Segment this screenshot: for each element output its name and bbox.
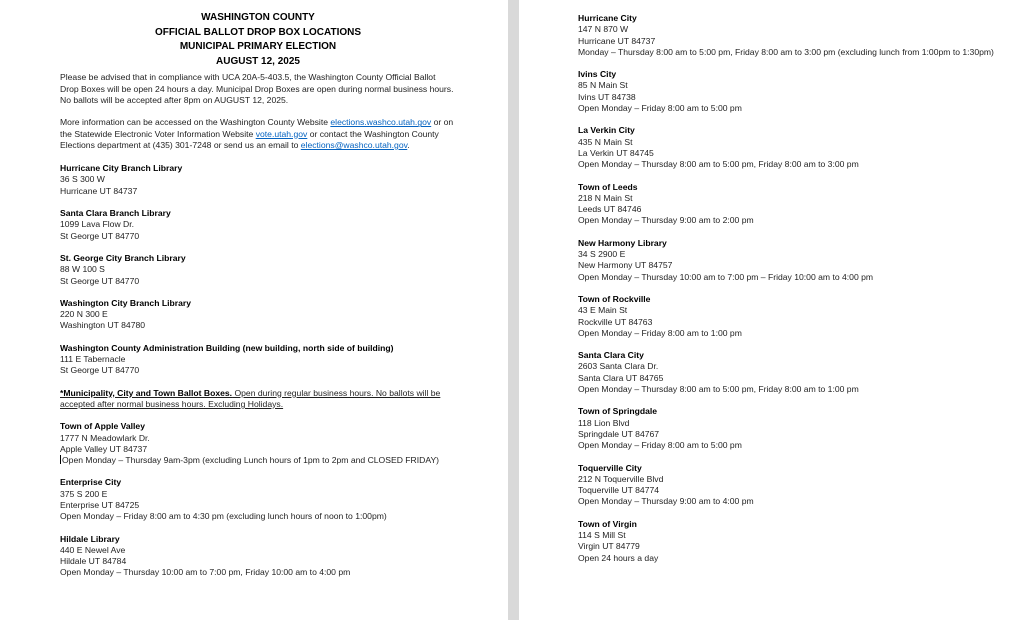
location-entry — [60, 421, 456, 466]
county-locations-list — [60, 163, 456, 376]
location-detail-line: Open 24 hours a day — [578, 552, 659, 563]
location-detail-line: Open Monday – Thursday 8:00 am to 5:00 pm, Friday 8:00 am to 1:00 pm — [578, 384, 859, 395]
location-detail-line: 1777 N Meadowlark Dr. — [60, 432, 150, 443]
location-detail-line: 220 N 300 E — [60, 309, 108, 320]
location-detail-line: 435 N Main St — [578, 136, 633, 147]
municipal-locations-list-left — [60, 421, 456, 579]
location-entry — [578, 238, 1012, 283]
location-detail-line: 34 S 2900 E — [578, 249, 626, 260]
location-entry — [578, 463, 1012, 508]
intro-paragraph-2 — [60, 117, 456, 151]
location-name: Town of Springdale — [578, 406, 658, 417]
location-detail-line: Open Monday – Friday 8:00 am to 4:30 pm (excluding lunch hours of noon to 1:00pm) — [60, 511, 387, 522]
page-2-content — [519, 0, 1012, 564]
location-detail-line: 212 N Toquerville Blvd — [578, 473, 664, 484]
location-name: Ivins City — [578, 69, 617, 80]
location-detail-line: Open Monday – Friday 8:00 am to 5:00 pm — [578, 440, 742, 451]
location-name: New Harmony Library — [578, 237, 667, 248]
intro-text-segment: or contact the Washington County Elections department at (435) 301-7248 or send us an email to — [60, 128, 439, 150]
location-detail-line: 111 E Tabernacle — [60, 354, 126, 365]
state-voter-info-link[interactable]: vote.utah.gov — [255, 128, 308, 139]
location-detail-line: Open Monday – Thursday 10:00 am to 7:00 pm, Friday 10:00 am to 4:00 pm — [60, 567, 351, 578]
location-detail-line: Open Monday – Thursday 9:00 am to 4:00 pm — [578, 496, 754, 507]
location-detail-line: Washington UT 84780 — [60, 320, 146, 331]
location-entry — [578, 182, 1012, 227]
location-entry — [60, 253, 456, 287]
location-detail-line: Hurricane UT 84737 — [60, 185, 138, 196]
title-line-subject: OFFICIAL BALLOT DROP BOX LOCATIONS — [154, 26, 362, 38]
county-elections-website-link[interactable]: elections.washco.utah.gov — [330, 117, 432, 128]
location-entry — [60, 534, 456, 579]
location-detail-line: 147 N 870 W — [578, 24, 629, 35]
location-detail-line: Springdale UT 84767 — [578, 428, 660, 439]
location-entry — [60, 298, 456, 332]
location-detail-line: New Harmony UT 84757 — [578, 260, 673, 271]
location-detail-line: Open Monday – Friday 8:00 am to 1:00 pm — [578, 327, 742, 338]
location-name: Toquerville City — [578, 462, 642, 473]
location-detail-line: 88 W 100 S — [60, 264, 105, 275]
location-entry — [578, 406, 1012, 451]
location-entry — [578, 13, 1012, 58]
elections-email-link[interactable]: elections@washco.utah.gov — [300, 139, 408, 150]
location-detail-line: Enterprise UT 84725 — [60, 499, 140, 510]
location-entry — [60, 163, 456, 197]
intro-paragraph-1: Please be advised that in compliance with UCA 20A-5-403.5, the Washington County Official Ballot Drop Boxes will be open 24 hours a day. Municipal Drop Boxes are open during normal business hours. No ballots will be accepted after 8pm on AUGUST 12, 2025. — [60, 72, 454, 105]
location-detail-line: 375 S 200 E — [60, 488, 108, 499]
location-name: Washington County Administration Building (new building, north side of building) — [60, 342, 394, 353]
location-detail-line: Hurricane UT 84737 — [578, 35, 656, 46]
location-detail-line: Apple Valley UT 84737 — [60, 443, 148, 454]
note-regular-text: Open during regular business hours. No ballots will be accepted after normal business hours. Excluding Holidays. — [60, 387, 441, 409]
location-name: Hurricane City — [578, 13, 637, 23]
location-detail-line: 114 S Mill St — [578, 529, 626, 540]
location-detail-line: Hildale UT 84784 — [60, 556, 127, 567]
location-name: Town of Rockville — [578, 293, 651, 304]
location-detail-line: 118 Lion Blvd — [578, 417, 630, 428]
location-detail-line: 2603 Santa Clara Dr. — [578, 361, 659, 372]
location-detail-line: Ivins UT 84738 — [578, 91, 636, 102]
location-name: Washington City Branch Library — [60, 297, 191, 308]
location-detail-line: 440 E Newel Ave — [60, 544, 126, 555]
text-cursor-caret — [60, 455, 61, 464]
location-name: Town of Leeds — [578, 181, 638, 192]
page-1-content — [0, 0, 456, 579]
location-name: St. George City Branch Library — [60, 252, 186, 263]
location-name: Town of Apple Valley — [60, 421, 145, 432]
location-entry — [578, 69, 1012, 114]
title-line-county: WASHINGTON COUNTY — [201, 12, 315, 23]
title-line-election: MUNICIPAL PRIMARY ELECTION — [179, 41, 337, 53]
location-entry — [578, 519, 1012, 564]
location-detail-line: 218 N Main St — [578, 192, 633, 203]
location-detail-line: Rockville UT 84763 — [578, 316, 653, 327]
municipal-boxes-note — [60, 388, 456, 411]
intro-text-segment: . — [407, 139, 410, 150]
location-detail-line: Toquerville UT 84774 — [578, 485, 660, 496]
location-detail-line: Open Monday – Thursday 9:00 am to 2:00 pm — [578, 215, 754, 226]
note-bold-text: *Municipality, City and Town Ballot Boxes. — [60, 387, 233, 398]
location-entry — [578, 350, 1012, 395]
intro-text-segment: More information can be accessed on the Washington County Website — [60, 117, 331, 128]
location-entry — [578, 125, 1012, 170]
location-detail-line: 36 S 300 W — [60, 174, 105, 185]
title-line-date: AUGUST 12, 2025 — [216, 55, 300, 67]
location-entry — [578, 294, 1012, 339]
location-detail-line: Virgin UT 84779 — [578, 541, 640, 552]
document-title — [60, 11, 456, 69]
location-name: Town of Virgin — [578, 518, 637, 529]
document-page-2 — [519, 0, 1024, 625]
location-detail-line: St George UT 84770 — [60, 230, 140, 241]
location-detail-line: Santa Clara UT 84765 — [578, 372, 664, 383]
municipal-locations-list-right — [578, 13, 1012, 564]
location-detail-line: 1099 Lava Flow Dr. — [60, 219, 135, 230]
location-detail-line: Open Monday – Thursday 8:00 am to 5:00 pm, Friday 8:00 am to 3:00 pm — [578, 159, 859, 170]
document-page-1 — [0, 0, 508, 625]
location-name: Hurricane City Branch Library — [60, 163, 183, 174]
location-name: Santa Clara Branch Library — [60, 208, 171, 219]
location-detail-line: Monday – Thursday 8:00 am to 5:00 pm, Friday 8:00 am to 3:00 pm (excluding lunch from 1:00pm to 1:30pm) — [578, 46, 994, 57]
location-detail-line: Leeds UT 84746 — [578, 204, 642, 215]
location-name: La Verkin City — [578, 125, 635, 136]
location-entry — [60, 477, 456, 522]
location-detail-line: La Verkin UT 84745 — [578, 147, 654, 158]
location-name: Enterprise City — [60, 477, 122, 488]
location-name: Hildale Library — [60, 533, 120, 544]
location-name: Santa Clara City — [578, 350, 644, 361]
location-detail-line: 85 N Main St — [578, 80, 628, 91]
location-detail-line: Open Monday – Thursday 10:00 am to 7:00 pm – Friday 10:00 am to 4:00 pm — [578, 271, 874, 282]
location-entry — [60, 343, 456, 377]
page-gap-divider — [508, 0, 519, 620]
location-detail-line: St George UT 84770 — [60, 365, 140, 376]
location-detail-line: Open Monday – Thursday 9am-3pm (excluding Lunch hours of 1pm to 2pm and CLOSED FRIDAY) — [62, 455, 440, 466]
location-detail-line: Open Monday – Friday 8:00 am to 5:00 pm — [578, 103, 742, 114]
intro-text-segment: or on the Statewide Electronic Voter Information Website — [60, 117, 454, 139]
location-detail-line: 43 E Main St — [578, 305, 628, 316]
location-entry — [60, 208, 456, 242]
location-detail-line: St George UT 84770 — [60, 275, 140, 286]
